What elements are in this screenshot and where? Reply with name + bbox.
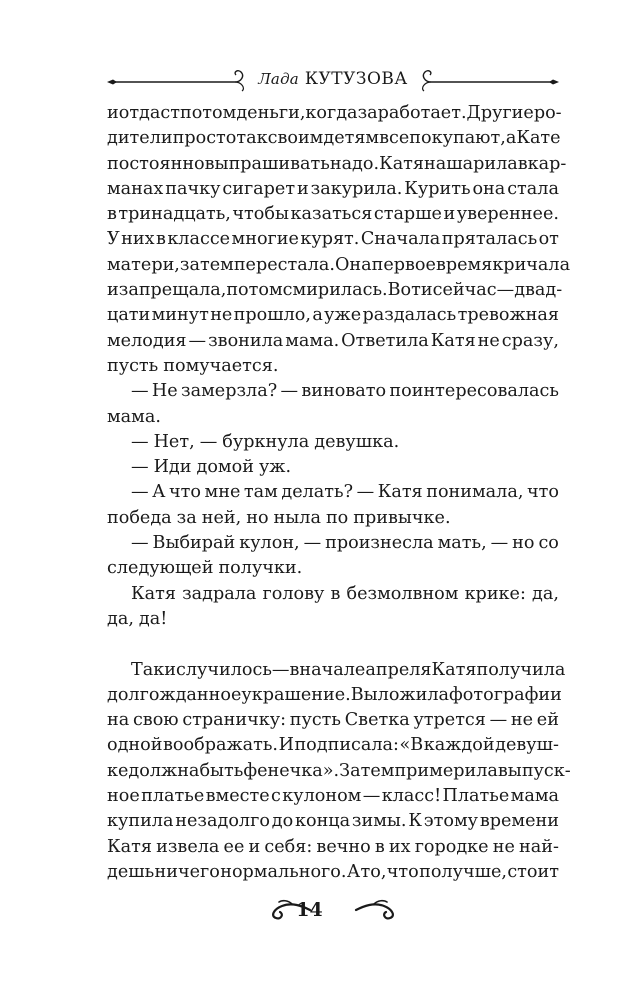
word: воображать. [163,735,279,756]
word: уж. [258,457,292,478]
word: Ответила [341,330,429,351]
word: случилось [175,659,272,680]
word: мелодия [107,330,187,351]
word: мать, [437,533,487,554]
word: время [435,254,493,275]
word: К [408,811,422,832]
word: Катя [107,836,152,857]
word: раздалась [362,305,457,326]
text-line [107,329,559,354]
word: Не [151,381,178,402]
word: со [538,533,559,554]
word: помучается. [163,355,279,376]
word: постоянно [107,153,205,174]
word: старше [373,204,442,225]
word: них [121,229,155,250]
word: стоит [507,861,559,882]
text-line [107,177,559,202]
text-line [107,835,559,860]
word: ке [107,760,129,781]
word: да, [532,583,559,604]
word: ничего [154,861,220,882]
word: буркнула [222,431,310,452]
word: а [505,128,517,149]
word: ее [223,836,245,857]
word: когда [305,103,358,123]
word: и [296,178,309,199]
word: манах [107,178,164,199]
text-line [107,708,559,733]
word: — [131,431,149,452]
word: надо. [329,153,380,174]
word: в [289,659,300,680]
text-line [107,506,559,531]
text-line [107,455,559,480]
word: безмолвном [346,583,459,604]
word: первое [371,254,436,275]
text-line [107,405,559,430]
word: долгожданное [107,684,242,705]
word: купила [107,811,174,832]
word: выпрашивать [204,153,330,174]
word: фенечка». [243,760,340,781]
word: класс! [381,786,442,807]
text-line [107,101,562,126]
word: там [243,482,278,503]
word: платье [141,786,205,807]
word: произнесла [325,533,434,554]
word: цати [107,305,151,326]
word: матери, [107,254,180,275]
word: что [386,861,419,882]
word: крике: [464,583,526,604]
text-line [107,152,567,177]
word: делать? [281,482,354,503]
word: поинтересовалась [389,381,559,402]
word: — [131,533,149,554]
word: Сначала [360,229,441,250]
word: вместе [205,786,270,807]
word: двад- [514,280,563,301]
word: их [388,836,411,857]
page-number: 14 [296,899,323,921]
word: — [131,482,149,503]
word: но [246,507,269,528]
word: и [420,280,433,301]
word: да! [138,608,168,629]
word: ей [536,710,559,731]
word: но [512,533,535,554]
word: голову [262,583,325,604]
word: — [356,482,375,503]
text-line [107,784,559,809]
text-line [107,430,559,455]
word: Так [131,659,165,680]
word: получше, [419,861,507,882]
word: за [176,507,197,528]
text-line [107,227,559,252]
word: страничку: [182,710,287,731]
text-line [107,354,559,379]
word: не [210,305,233,326]
word: что [526,482,559,503]
word: утрется [413,710,486,731]
word: мама. [107,406,161,427]
word: най- [519,836,559,857]
word: сразу, [501,330,559,351]
word: тревожная [457,305,559,326]
word: звонила [208,330,284,351]
word: понимала, [426,482,524,503]
word: и [107,103,119,123]
word: на [107,710,130,731]
word: Катя [431,659,477,680]
word: она [472,178,506,199]
word: Катя [430,330,476,351]
word: зимы. [351,811,407,832]
word: А [152,482,166,503]
text-line [107,607,559,632]
word: классе [167,229,231,250]
word: привычке. [353,507,451,528]
word: и [107,280,119,301]
word: получки. [218,558,303,579]
word: все [379,128,410,149]
word: не [492,836,515,857]
word: Она [334,254,372,275]
word: девушка. [314,431,400,452]
text-line [107,556,559,581]
word: Иди [153,457,192,478]
word: и [164,659,176,680]
word: потом [179,103,237,123]
word: задрала [182,583,257,604]
word: — [131,457,149,478]
text-line [107,202,559,227]
word: быть [199,760,244,781]
text-line [107,860,559,885]
word: Нет, [153,431,195,452]
word: фотографии [449,684,562,705]
word: просто [172,128,237,149]
word: — [188,330,207,351]
word: курят. [300,229,360,250]
word: А [346,861,361,882]
word: запрещала, [118,280,227,301]
word: в [107,204,117,225]
word: одной [107,735,163,756]
word: замерзла? [181,381,278,402]
word: ней, [201,507,242,528]
word: пачку [165,178,221,199]
word: да, [107,608,134,629]
word: мне [204,482,241,503]
text-line [107,480,559,505]
word: сигарет [222,178,296,199]
word: а [312,305,323,326]
word: извела [156,836,220,857]
word: конца [294,811,351,832]
word: этому [423,811,478,832]
word: до [271,811,294,832]
paragraph-gap [107,632,559,657]
word: вечно [316,836,371,857]
word: нормального. [220,861,347,882]
word: перестала. [233,254,335,275]
text-line [107,253,571,278]
word: — [280,381,299,402]
word: сейчас [432,280,497,301]
page-footer [0,892,619,928]
word: Катя [131,583,176,604]
header-title [107,62,559,96]
word: не [510,710,534,731]
word: от [538,229,559,250]
word: каждой [423,735,495,756]
word: украшение. [241,684,351,705]
word: выпуск- [497,760,571,781]
word: Светка [344,710,410,731]
right-flourish-icon [354,896,404,922]
word: Курить [404,178,471,199]
text-line [107,126,559,151]
word: смирилась. [282,280,388,301]
word: — [303,533,322,554]
word: виновато [301,381,387,402]
word: апреля [365,659,432,680]
word: ное [107,786,140,807]
word: Кате [516,128,561,149]
word: — [489,710,508,731]
text-line [107,809,559,834]
word: Платье [442,786,510,807]
word: закурила. [310,178,403,199]
word: — [131,381,149,402]
word: домой [196,457,254,478]
text-line [107,658,566,683]
page-body-text [107,101,571,885]
word: и [248,836,261,857]
word: начале [299,659,366,680]
word: минут [151,305,209,326]
word: своим [267,128,324,149]
word: отдаст [118,103,180,123]
word: Катя [379,153,425,174]
word: Выложила [350,684,449,705]
word: стала [507,178,559,199]
word: увереннее. [456,204,559,225]
word: кар- [527,153,567,174]
word: не [477,330,500,351]
word: детям [323,128,380,149]
word: пряталась [441,229,538,250]
word: У [107,229,120,250]
word: в [374,836,385,857]
word: Выбирай [152,533,236,554]
word: примерила [394,760,498,781]
word: кулоном [282,786,362,807]
word: Другие [466,103,534,123]
word: — [362,786,381,807]
word: — [199,431,218,452]
word: тринадцать, [118,204,231,225]
word: свою [132,710,179,731]
word: — [490,533,509,554]
word: потом [226,280,283,301]
word: — [271,659,290,680]
word: кулон, [239,533,300,554]
word: мама [510,786,559,807]
author-last-name: КУТУЗОВА [304,69,408,89]
word: в [517,153,528,174]
word: с [271,786,281,807]
word: пусть [107,355,159,376]
word: кричала [492,254,571,275]
word: подписала: [294,735,399,756]
word: незадолго [175,811,270,832]
word: мама. [285,330,340,351]
word: нашарила [424,153,518,174]
word: казаться [290,204,373,225]
running-header [107,62,559,96]
word: получила [476,659,566,680]
word: что [169,482,201,503]
text-line [107,683,562,708]
word: по [325,507,349,528]
word: ро- [533,103,562,123]
text-line [107,733,559,758]
word: уже [324,305,362,326]
text-line [107,759,571,784]
word: должна [128,760,200,781]
word: многие [231,229,299,250]
word: дители [107,128,173,149]
word: и [443,204,456,225]
author-first-name: Лада [258,70,299,88]
word: то, [360,861,387,882]
word: следующей [107,558,214,579]
word: деньги, [236,103,306,123]
word: «В [399,735,424,756]
word: времени [479,811,559,832]
text-line [107,531,559,556]
word: чтобы [232,204,289,225]
word: покупают, [409,128,506,149]
text-line [107,582,559,607]
word: себя: [264,836,313,857]
word: в [330,583,341,604]
word: так [236,128,268,149]
word: Катя [377,482,423,503]
word: прошло, [233,305,311,326]
word: И [278,735,294,756]
word: Затем [339,760,395,781]
word: затем [179,254,234,275]
word: дешь [107,861,155,882]
text-line [107,379,559,404]
word: победа [107,507,172,528]
word: — [496,280,515,301]
word: девуш- [495,735,559,756]
text-line [107,303,559,328]
word: пусть [289,710,341,731]
word: городке [414,836,489,857]
text-line [107,278,563,303]
word: в [155,229,166,250]
word: Вот [387,280,421,301]
word: ныла [273,507,321,528]
word: заработает. [357,103,467,123]
